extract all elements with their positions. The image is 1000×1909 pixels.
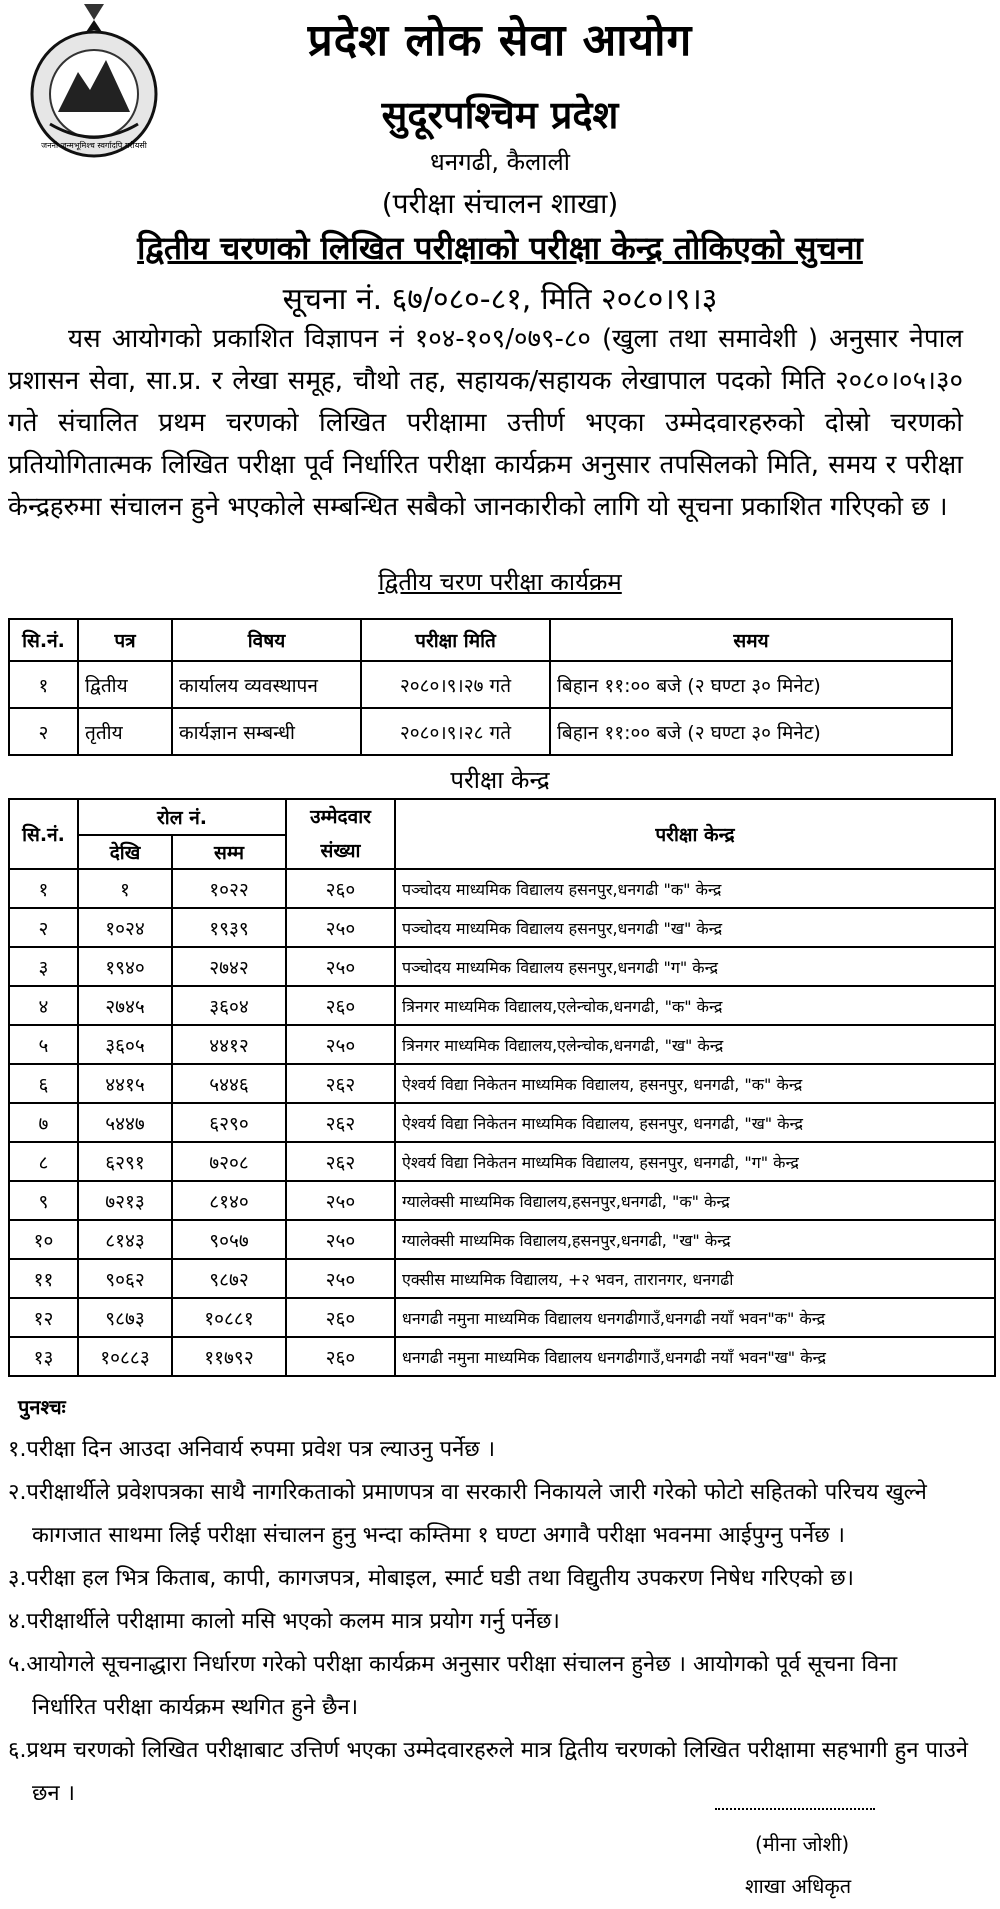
center-cell-sn: ७ — [9, 1103, 78, 1142]
location: धनगढी, कैलाली — [430, 148, 570, 176]
notice-title: द्वितीय चरणको लिखित परीक्षाको परीक्षा केन्द्र तोकिएको सुचना — [137, 229, 863, 267]
signatory-title: शाखा अधिकृत — [745, 1874, 852, 1898]
center-cell-roll-to: ४४१२ — [172, 1025, 286, 1064]
center-cell-roll-from: ९८७३ — [78, 1298, 172, 1337]
center-cell-roll-to: ३६०४ — [172, 986, 286, 1025]
center-cell-count: २६० — [286, 869, 395, 908]
center-cell-sn: १० — [9, 1220, 78, 1259]
center-row — [9, 1025, 995, 1064]
center-cell-count: २५० — [286, 908, 395, 947]
center-cell-name: त्रिनगर माध्यमिक विद्यालय,एलेन्चोक,धनगढी, "क" केन्द्र — [395, 986, 995, 1025]
center-cell-count: २६० — [286, 1337, 395, 1376]
center-cell-name: ऐश्वर्य विद्या निकेतन माध्यमिक विद्यालय, हसनपुर, धनगढी, "ग" केन्द्र — [395, 1142, 995, 1181]
signatory-name: (मीना जोशी) — [755, 1832, 850, 1856]
center-cell-sn: ९ — [9, 1181, 78, 1220]
center-row — [9, 986, 995, 1025]
center-cell-name: एक्सीस माध्यमिक विद्यालय, +२ भवन, तारानगर, धनगढी — [395, 1259, 995, 1298]
center-row — [9, 1064, 995, 1103]
schedule-header-date: परीक्षा मिति — [361, 619, 550, 661]
center-row — [9, 1259, 995, 1298]
center-row — [9, 1220, 995, 1259]
center-cell-count: २६० — [286, 1298, 395, 1337]
center-cell-sn: ८ — [9, 1142, 78, 1181]
center-cell-roll-to: ११७९२ — [172, 1337, 286, 1376]
postscript-note: ५.आयोगले सूचनाद्धारा निर्धारण गरेको परीक्षा कार्यक्रम अनुसार परीक्षा संचालन हुनेछ । आयोगको पूर्व सूचना विना निर्धारित परीक्षा कार्यक्रम स्थगित हुने छैन। — [8, 1652, 898, 1720]
center-cell-roll-to: ९८७२ — [172, 1259, 286, 1298]
branch-name: (परीक्षा संचालन शाखा) — [381, 187, 619, 220]
center-row — [9, 1337, 995, 1376]
exam-centers-table — [8, 798, 996, 1377]
center-cell-roll-from: ४४१५ — [78, 1064, 172, 1103]
schedule-cell-subject: कार्यालय व्यवस्थापन — [172, 661, 361, 708]
schedule-title: द्वितीय चरण परीक्षा कार्यक्रम — [378, 568, 622, 596]
center-cell-roll-to: ८१४० — [172, 1181, 286, 1220]
center-cell-count: २६२ — [286, 1103, 395, 1142]
center-cell-roll-to: ६२९० — [172, 1103, 286, 1142]
center-cell-name: त्रिनगर माध्यमिक विद्यालय,एलेन्चोक,धनगढी, "ख" केन्द्र — [395, 1025, 995, 1064]
center-cell-name: ऐश्वर्य विद्या निकेतन माध्यमिक विद्यालय, हसनपुर, धनगढी, "ख" केन्द्र — [395, 1103, 995, 1142]
schedule-header-paper: पत्र — [78, 619, 172, 661]
postscript-notes — [8, 1428, 968, 1815]
schedule-cell-date: २०८०।९।२८ गते — [361, 708, 550, 755]
province-name: सुदूरपश्चिम प्रदेश — [381, 93, 619, 137]
schedule-cell-paper: तृतीय — [78, 708, 172, 755]
schedule-cell-subject: कार्यज्ञान सम्बन्धी — [172, 708, 361, 755]
center-cell-roll-from: ९०६२ — [78, 1259, 172, 1298]
schedule-cell-paper: द्वितीय — [78, 661, 172, 708]
schedule-header-row — [9, 619, 952, 661]
postscript-title: पुनश्चः — [18, 1395, 66, 1419]
schedule-table — [8, 618, 953, 756]
center-cell-sn: १३ — [9, 1337, 78, 1376]
centers-header-count-line1: उम्मेदवार — [310, 806, 371, 828]
schedule-header-time: समय — [550, 619, 952, 661]
center-row — [9, 1298, 995, 1337]
center-cell-roll-from: ३६०५ — [78, 1025, 172, 1064]
center-cell-count: २५० — [286, 1220, 395, 1259]
postscript-note: १.परीक्षा दिन आउदा अनिवार्य रुपमा प्रवेश पत्र ल्याउनु पर्नेछ । — [8, 1437, 496, 1462]
postscript-note: ४.परीक्षार्थीले परीक्षामा कालो मसि भएको कलम मात्र प्रयोग गर्नु पर्नेछ। — [8, 1609, 560, 1634]
center-cell-name: ग्यालेक्सी माध्यमिक विद्यालय,हसनपुर,धनगढी, "क" केन्द्र — [395, 1181, 995, 1220]
center-cell-roll-from: २७४५ — [78, 986, 172, 1025]
center-cell-sn: ११ — [9, 1259, 78, 1298]
exam-centers-title: परीक्षा केन्द्र — [450, 766, 550, 794]
center-cell-roll-from: १९४० — [78, 947, 172, 986]
center-cell-roll-to: १९३९ — [172, 908, 286, 947]
emblem-motto: जननी जन्मभूमिश्च स्वर्गादपि गरीयसी — [41, 141, 147, 150]
center-cell-roll-from: ६२९१ — [78, 1142, 172, 1181]
center-cell-name: पञ्चोदय माध्यमिक विद्यालय हसनपुर,धनगढी "क" केन्द्र — [395, 869, 995, 908]
center-cell-roll-to: १०२२ — [172, 869, 286, 908]
center-cell-count: २६२ — [286, 1064, 395, 1103]
schedule-header-subject: विषय — [172, 619, 361, 661]
signature-line — [715, 1808, 875, 1810]
center-cell-roll-to: २७४२ — [172, 947, 286, 986]
centers-header-from: देखि — [78, 835, 172, 869]
center-cell-sn: १ — [9, 869, 78, 908]
center-cell-roll-from: ७२१३ — [78, 1181, 172, 1220]
center-cell-count: २६२ — [286, 1142, 395, 1181]
schedule-cell-sn: २ — [9, 708, 78, 755]
centers-header-sn: सि.नं. — [9, 799, 78, 869]
schedule-cell-time: बिहान ११:०० बजे (२ घण्टा ३० मिनेट) — [550, 708, 952, 755]
center-cell-sn: ६ — [9, 1064, 78, 1103]
center-cell-roll-from: ८१४३ — [78, 1220, 172, 1259]
center-cell-name: धनगढी नमुना माध्यमिक विद्यालय धनगढीगाउँ,धनगढी नयाँ भवन"ख" केन्द्र — [395, 1337, 995, 1376]
center-cell-sn: ३ — [9, 947, 78, 986]
centers-header-roll: रोल नं. — [78, 799, 286, 835]
center-cell-sn: ५ — [9, 1025, 78, 1064]
center-row — [9, 1181, 995, 1220]
schedule-cell-sn: १ — [9, 661, 78, 708]
center-cell-name: पञ्चोदय माध्यमिक विद्यालय हसनपुर,धनगढी "ग" केन्द्र — [395, 947, 995, 986]
center-row — [9, 869, 995, 908]
schedule-row — [9, 708, 952, 755]
center-cell-roll-from: १ — [78, 869, 172, 908]
center-row — [9, 1103, 995, 1142]
schedule-row — [9, 661, 952, 708]
center-cell-roll-to: १०८८१ — [172, 1298, 286, 1337]
centers-header-count — [286, 799, 395, 869]
center-cell-count: २६० — [286, 986, 395, 1025]
center-cell-roll-to: ७२०८ — [172, 1142, 286, 1181]
center-cell-roll-to: ९०५७ — [172, 1220, 286, 1259]
postscript-note: ६.प्रथम चरणको लिखित परीक्षाबाट उत्तिर्ण भएका उम्मेदवारहरुले मात्र द्वितीय चरणको लिखित परीक्षामा सहभागी हुन पाउने छन । — [8, 1738, 968, 1806]
center-row — [9, 908, 995, 947]
centers-header-row-1 — [9, 799, 995, 835]
postscript-note: २.परीक्षार्थीले प्रवेशपत्रका साथै नागरिकताको प्रमाणपत्र वा सरकारी निकायले जारी गरेको फोटो सहितको परिचय खुल्ने कागजात साथमा लिई परीक्षा संचालन हुनु भन्दा कम्तिमा १ घण्टा अगावै परीक्षा भवनमा आईपुग्नु पर्नेछ । — [8, 1480, 927, 1548]
center-cell-name: ग्यालेक्सी माध्यमिक विद्यालय,हसनपुर,धनगढी, "ख" केन्द्र — [395, 1220, 995, 1259]
center-cell-roll-from: ५४४७ — [78, 1103, 172, 1142]
center-cell-sn: १२ — [9, 1298, 78, 1337]
center-cell-name: धनगढी नमुना माध्यमिक विद्यालय धनगढीगाउँ,धनगढी नयाँ भवन"क" केन्द्र — [395, 1298, 995, 1337]
center-cell-sn: २ — [9, 908, 78, 947]
center-cell-count: २५० — [286, 1259, 395, 1298]
center-cell-sn: ४ — [9, 986, 78, 1025]
centers-header-center: परीक्षा केन्द्र — [395, 799, 995, 869]
center-cell-roll-to: ५४४६ — [172, 1064, 286, 1103]
schedule-header-sn: सि.नं. — [9, 619, 78, 661]
center-cell-roll-from: १०८८३ — [78, 1337, 172, 1376]
center-cell-count: २५० — [286, 1181, 395, 1220]
center-row — [9, 947, 995, 986]
center-cell-name: ऐश्वर्य विद्या निकेतन माध्यमिक विद्यालय, हसनपुर, धनगढी, "क" केन्द्र — [395, 1064, 995, 1103]
center-cell-count: २५० — [286, 947, 395, 986]
center-row — [9, 1142, 995, 1181]
intro-paragraph: यस आयोगको प्रकाशित विज्ञापन नं १०४-१०९/०७९-८० (खुला तथा समावेशी ) अनुसार नेपाल प्रशासन सेवा, सा.प्र. र लेखा समूह, चौथो तह, सहायक/सहायक लेखापाल पदको मिति २०८०।०५।३० गते संचालित प्रथम चरणको लिखित परीक्षामा उत्तीर्ण भएका उम्मेदवारहरुको दोस्रो चरणको प्रतियोगितात्मक लिखित परीक्षा पूर्व निर्धारित परीक्षा कार्यक्रम अनुसार तपसिलको मिति, समय र परीक्षा केन्द्रहरुमा संचालन हुने भएकोले सम्बन्धित सबैको जानकारीको लागि यो सूचना प्रकाशित गरिएको छ । — [8, 324, 963, 522]
org-name: प्रदेश लोक सेवा आयोग — [307, 15, 693, 66]
center-cell-name: पञ्चोदय माध्यमिक विद्यालय हसनपुर,धनगढी "ख" केन्द्र — [395, 908, 995, 947]
schedule-cell-date: २०८०।९।२७ गते — [361, 661, 550, 708]
center-cell-roll-from: १०२४ — [78, 908, 172, 947]
centers-header-to: सम्म — [172, 835, 286, 869]
notice-reference: सूचना नं. ६७/०८०-८१, मिति २०८०।९।३ — [282, 282, 718, 317]
postscript-note: ३.परीक्षा हल भित्र किताब, कापी, कागजपत्र, मोबाइल, स्मार्ट घडी तथा विद्युतीय उपकरण निषेध गरिएको छ। — [8, 1566, 855, 1591]
schedule-cell-time: बिहान ११:०० बजे (२ घण्टा ३० मिनेट) — [550, 661, 952, 708]
center-cell-count: २५० — [286, 1025, 395, 1064]
centers-header-count-line2: संख्या — [320, 840, 361, 862]
